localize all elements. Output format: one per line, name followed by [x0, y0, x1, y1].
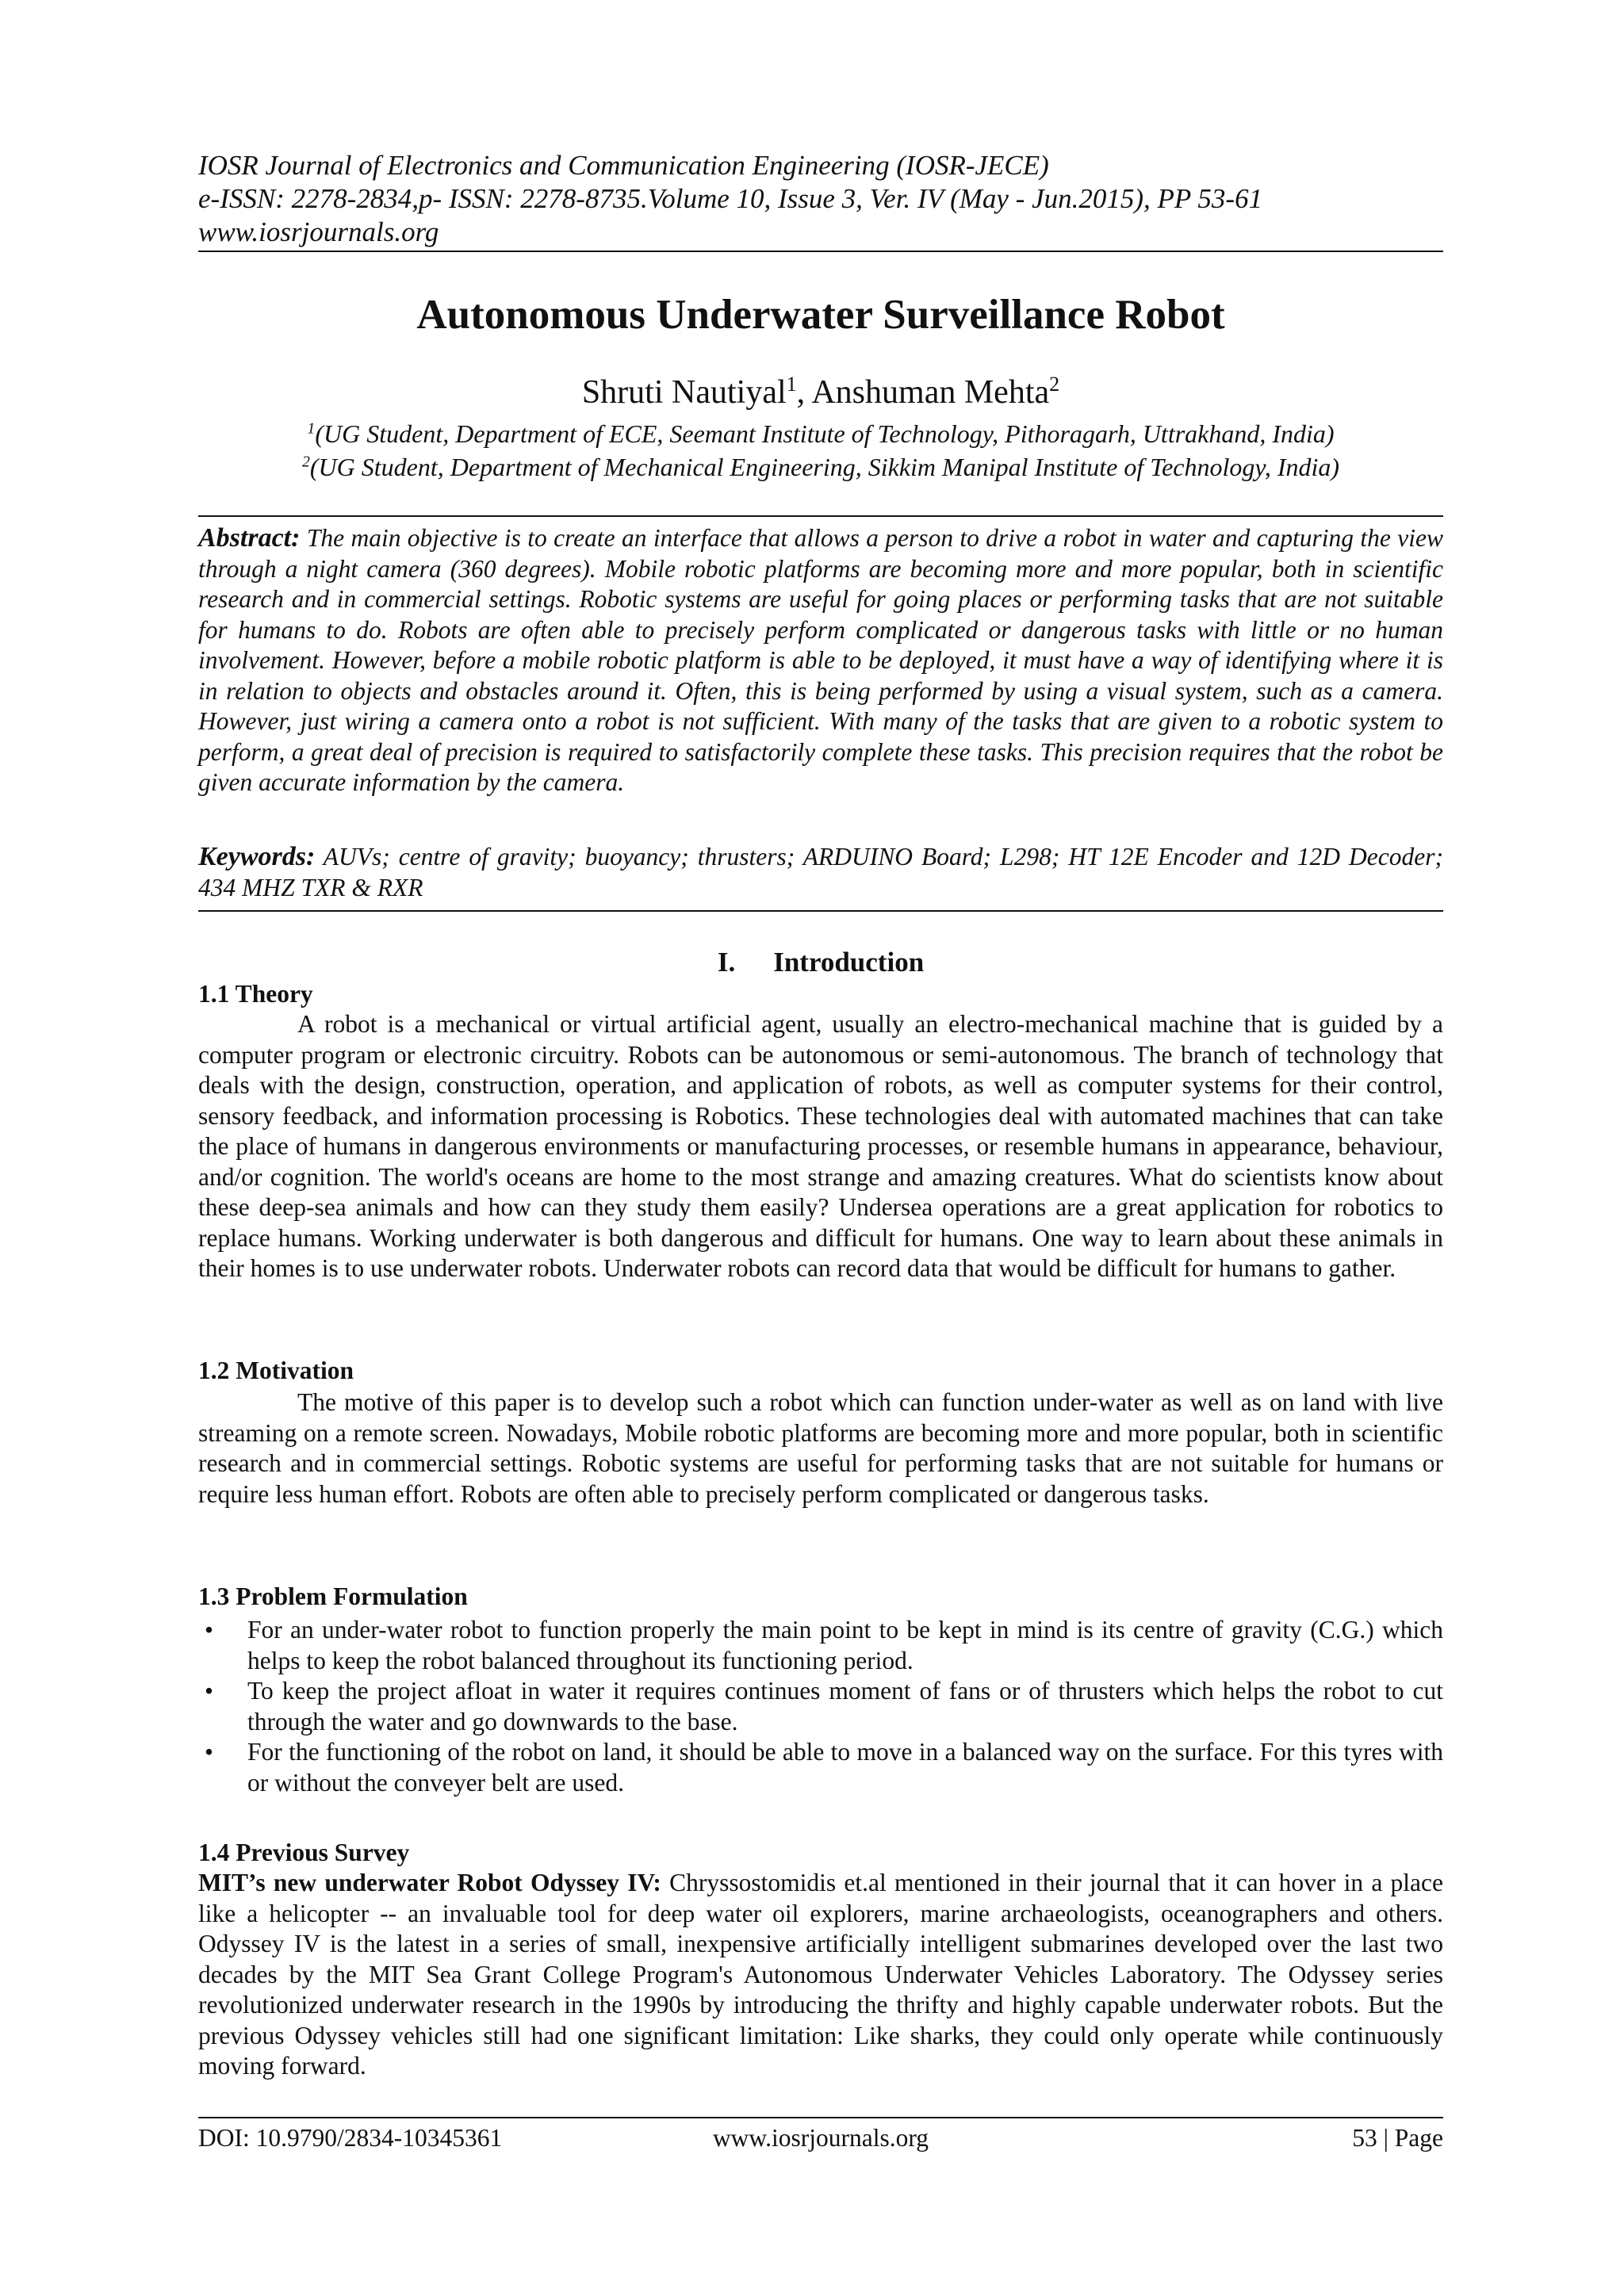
header-rule: [198, 251, 1443, 252]
theory-paragraph: A robot is a mechanical or virtual artificial agent, usually an electro-mechanical machine that is guided by a computer program or electronic circuitry. Robots can be autonomous or semi-autonomous. The branch of technology that deals with the design, construction, operation, and application of robots, as well as computer systems for their control, sensory feedback, and information processing is Robotics. These technologies deal with automated machines that can take the place of humans in dangerous environments or manufacturing processes, or resemble humans in appearance, behaviour, and/or cognition. The world's oceans are home to the most strange and amazing creatures. What do scientists know about these deep-sea animals and how can they study them easily? Undersea operations are a great application for robotics to replace humans. Working underwater is both dangerous and difficult for humans. One way to learn about these animals in their homes is to use underwater robots. Underwater robots can record data that would be difficult for humans to gather.: [198, 1010, 1443, 1282]
abstract-top-rule: [198, 515, 1443, 517]
section-title: Introduction: [773, 947, 925, 978]
problem-list: [198, 1615, 1443, 1798]
abstract-label: Abstract:: [198, 523, 301, 553]
author-affiliation-mark: 2: [1049, 373, 1060, 396]
bullet-icon: •: [205, 1738, 214, 1766]
survey-lead: MIT’s new underwater Robot Odyssey IV:: [198, 1869, 661, 1896]
survey-text: Chryssostomidis et.al mentioned in their journal that it can hover in a place like a helicopter -- an invaluable tool for deep water oil explorers, marine archaeologists, oceanographers and others. Odyssey IV is the latest in a series of small, inexpensive artificially intelligent submarines developed over the last two decades by the MIT Sea Grant College Program's Autonomous Underwater Vehicles Laboratory. The Odyssey series revolutionized underwater research in the 1990s by introducing the thrifty and highly capable underwater robots. But the previous Odyssey vehicles still had one significant limitation: Like sharks, they could only operate while continuously moving forward.: [198, 1869, 1443, 2080]
abstract-bottom-rule: [198, 910, 1443, 912]
affiliation-line: $^2$(UG Student, Department of Mechanical Engineering, Sikkim Manipal Institute of Technology, India): [301, 453, 1340, 481]
list-item: • For an under-water robot to function properly the main point to be kept in mind is its centre of gravity (C.G.) which helps to keep the robot balanced throughout its functioning period.: [205, 1616, 1443, 1674]
keywords-text: AUVs; centre of gravity; buoyancy; thrusters; ARDUINO Board; L298; HT 12E Encoder and 12D Decoder; 434 MHZ TXR & RXR: [198, 843, 1443, 901]
affiliations: [198, 417, 1443, 484]
subsection-heading-theory: 1.1 Theory: [198, 980, 313, 1008]
author-name: Shruti Nautiyal: [581, 374, 787, 411]
journal-name: IOSR Journal of Electronics and Communication Engineering (IOSR-JECE): [198, 150, 1049, 181]
subsection-heading-survey: 1.4 Previous Survey: [198, 1839, 410, 1866]
list-item: • To keep the project afloat in water it requires continues moment of fans or of thrusters which helps the robot to cut through the water and go downwards to the base.: [205, 1677, 1443, 1735]
paper-title: Autonomous Underwater Surveillance Robot: [416, 292, 1225, 338]
section-number: I.: [717, 947, 736, 978]
keywords-label: Keywords:: [198, 842, 316, 871]
bullet-icon: •: [205, 1616, 214, 1644]
author-affiliation-mark: 1: [786, 373, 797, 396]
list-item: • For the functioning of the robot on land, it should be able to move in a balanced way on the surface. For this tyres with or without the conveyer belt are used.: [205, 1738, 1443, 1797]
journal-website: www.iosrjournals.org: [198, 216, 439, 247]
affiliation-line: $^1$(UG Student, Department of ECE, Seemant Institute of Technology, Pithoragarh, Uttrakhand, India): [307, 419, 1335, 448]
author-list: [198, 373, 1443, 412]
author-name: Anshuman Mehta: [811, 374, 1050, 411]
abstract-text: The main objective is to create an interface that allows a person to drive a robot in water and capturing the view through a night camera (360 degrees). Mobile robotic platforms are becoming more and more popular, both in scientific research and in commercial settings. Robotic systems are useful for going places or performing tasks that are not suitable for humans to do. Robots are often able to precisely perform complicated or dangerous tasks with little or no human involvement. However, before a mobile robotic platform is able to be deployed, it must have a way of identifying where it is in relation to objects and obstacles around it. Often, this is being performed by using a visual system, such as a camera. However, just wiring a camera onto a robot is not sufficient. With many of the tasks that are given to a robotic system to perform, a great deal of precision is required to satisfactorily complete these tasks. This precision requires that the robot be given accurate information by the camera.: [198, 524, 1444, 796]
motivation-paragraph: The motive of this paper is to develop such a robot which can function under-water as well as on land with live streaming on a remote screen. Nowadays, Mobile robotic platforms are becoming more and more popular, both in scientific research and in commercial settings. Robotic systems are useful for performing tasks that are not suitable for humans or require less human effort. Robots are often able to precisely perform complicated or dangerous tasks.: [198, 1388, 1443, 1508]
abstract: [198, 523, 1443, 798]
bullet-icon: •: [205, 1677, 214, 1705]
keywords: [198, 842, 1443, 903]
journal-header: [198, 149, 1443, 249]
survey-paragraph: [198, 1868, 1443, 2082]
footer-rule: [198, 2117, 1443, 2118]
footer-website: www.iosrjournals.org: [712, 2124, 929, 2152]
subsection-heading-problem: 1.3 Problem Formulation: [198, 1582, 468, 1610]
footer-page-number: 53 | Page: [1352, 2124, 1443, 2152]
subsection-heading-motivation: 1.2 Motivation: [198, 1357, 354, 1384]
footer-doi: DOI: 10.9790/2834-10345361: [198, 2124, 503, 2152]
author-separator: ,: [796, 374, 812, 411]
section-heading: [198, 946, 1443, 979]
journal-issn-volume: e-ISSN: 2278-2834,p- ISSN: 2278-8735.Volume 10, Issue 3, Ver. IV (May - Jun.2015), PP 53-61: [198, 183, 1263, 214]
